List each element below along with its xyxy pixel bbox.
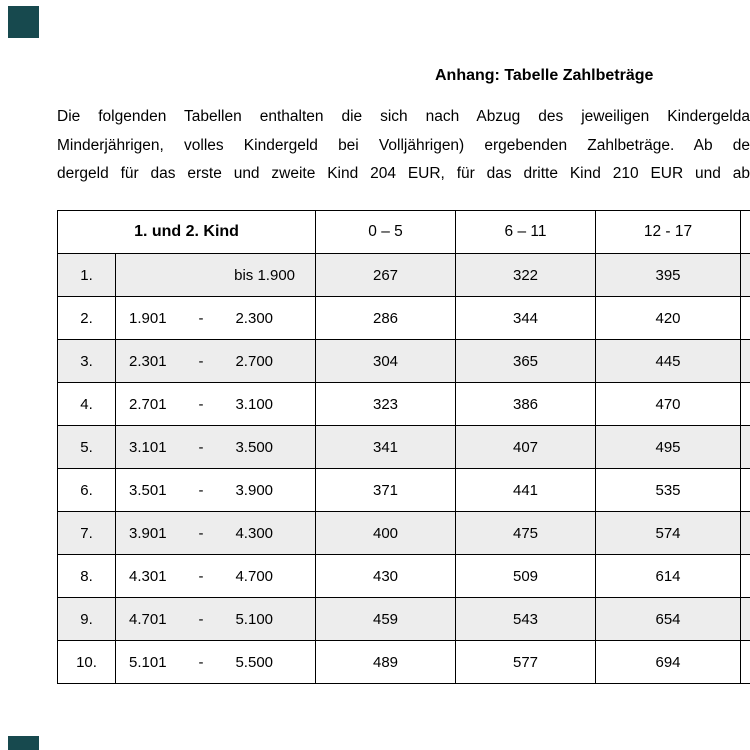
amount-cell: 445 bbox=[596, 340, 741, 383]
clipped-cell bbox=[741, 512, 750, 555]
clipped-cell bbox=[741, 641, 750, 684]
income-range-cell bbox=[116, 297, 316, 340]
amount-cell: 470 bbox=[596, 383, 741, 426]
clipped-cell bbox=[741, 297, 750, 340]
clipped-cell bbox=[741, 426, 750, 469]
amount-cell: 614 bbox=[596, 555, 741, 598]
range-to: 3.900 bbox=[235, 481, 274, 499]
row-number-cell: 6. bbox=[58, 469, 116, 512]
payment-amounts-table bbox=[57, 210, 750, 684]
clipped-cell bbox=[741, 598, 750, 641]
row-number-cell: 10. bbox=[58, 641, 116, 684]
range-from: 1.901 bbox=[129, 309, 167, 327]
table-row bbox=[58, 297, 750, 340]
table-row bbox=[58, 641, 750, 684]
range-from: 4.301 bbox=[129, 567, 167, 585]
range-to: 5.100 bbox=[235, 610, 274, 628]
amount-cell: 386 bbox=[456, 383, 596, 426]
range-from: 3.101 bbox=[129, 438, 167, 456]
table-body bbox=[58, 254, 750, 684]
row-number-cell: 7. bbox=[58, 512, 116, 555]
table-header-row bbox=[58, 211, 750, 254]
amount-cell: 420 bbox=[596, 297, 741, 340]
amount-cell: 509 bbox=[456, 555, 596, 598]
amount-cell: 441 bbox=[456, 469, 596, 512]
range-dash: - bbox=[198, 610, 204, 628]
header-kind-group: 1. und 2. Kind bbox=[58, 211, 316, 254]
amount-cell: 395 bbox=[596, 254, 741, 297]
range-to: 2.700 bbox=[235, 352, 274, 370]
range-dash: - bbox=[198, 438, 204, 456]
table-row bbox=[58, 340, 750, 383]
dark-corner-block-bottom-left bbox=[8, 736, 39, 750]
amount-cell: 400 bbox=[316, 512, 456, 555]
amount-cell: 654 bbox=[596, 598, 741, 641]
clipped-cell bbox=[741, 254, 750, 297]
page-title: Anhang: Tabelle Zahlbeträge bbox=[435, 67, 654, 84]
table-row bbox=[58, 598, 750, 641]
range-dash: - bbox=[198, 481, 204, 499]
range-to: 3.100 bbox=[235, 395, 274, 413]
amount-cell: 344 bbox=[456, 297, 596, 340]
income-range-cell bbox=[116, 254, 316, 297]
header-age-0-5: 0 – 5 bbox=[316, 211, 456, 254]
range-dash: - bbox=[198, 567, 204, 585]
row-number-cell: 1. bbox=[58, 254, 116, 297]
income-range-wrap bbox=[116, 525, 315, 542]
intro-line-3: dergeld für das erste und zweite Kind 204 EUR, für das dritte Kind 210 EUR und ab bbox=[57, 165, 750, 182]
range-from: 2.301 bbox=[129, 352, 167, 370]
amount-cell: 459 bbox=[316, 598, 456, 641]
range-from: 2.701 bbox=[129, 395, 167, 413]
amount-cell: 489 bbox=[316, 641, 456, 684]
header-age-6-11: 6 – 11 bbox=[456, 211, 596, 254]
row-number-cell: 3. bbox=[58, 340, 116, 383]
row-number-cell: 9. bbox=[58, 598, 116, 641]
table-row bbox=[58, 512, 750, 555]
table-row bbox=[58, 426, 750, 469]
range-to: 5.500 bbox=[235, 653, 274, 671]
clipped-cell bbox=[741, 469, 750, 512]
range-dash: - bbox=[198, 309, 204, 327]
amount-cell: 543 bbox=[456, 598, 596, 641]
intro-line-2: Minderjährigen, volles Kindergeld bei Volljährigen) ergebenden Zahlbeträge. Ab de bbox=[57, 136, 750, 154]
amount-cell: 365 bbox=[456, 340, 596, 383]
range-from: 5.101 bbox=[129, 653, 167, 671]
amount-cell: 322 bbox=[456, 254, 596, 297]
range-to: 2.300 bbox=[235, 309, 274, 327]
range-dash: - bbox=[198, 352, 204, 370]
range-from: 3.901 bbox=[129, 524, 167, 542]
income-range-wrap bbox=[116, 654, 315, 671]
intro-paragraph bbox=[57, 103, 750, 189]
range-dash: - bbox=[198, 653, 204, 671]
amount-cell: 267 bbox=[316, 254, 456, 297]
row-number-cell: 5. bbox=[58, 426, 116, 469]
header-age-12-17: 12 - 17 bbox=[596, 211, 741, 254]
range-from: 4.701 bbox=[129, 610, 167, 628]
row-number-cell: 8. bbox=[58, 555, 116, 598]
amount-cell: 371 bbox=[316, 469, 456, 512]
amount-cell: 475 bbox=[456, 512, 596, 555]
income-range-cell bbox=[116, 340, 316, 383]
range-to: 4.300 bbox=[235, 524, 274, 542]
range-dash: - bbox=[198, 524, 204, 542]
header-clipped-column bbox=[741, 211, 750, 254]
amount-cell: 574 bbox=[596, 512, 741, 555]
range-to: 3.500 bbox=[235, 438, 274, 456]
table-row bbox=[58, 383, 750, 426]
clipped-cell bbox=[741, 383, 750, 426]
income-range-cell bbox=[116, 469, 316, 512]
income-range-cell bbox=[116, 512, 316, 555]
amount-cell: 495 bbox=[596, 426, 741, 469]
income-range-wrap bbox=[116, 568, 315, 585]
amount-cell: 407 bbox=[456, 426, 596, 469]
amount-cell: 304 bbox=[316, 340, 456, 383]
clipped-cell bbox=[741, 555, 750, 598]
table-clip-region bbox=[57, 210, 750, 684]
amount-cell: 535 bbox=[596, 469, 741, 512]
amount-cell: 286 bbox=[316, 297, 456, 340]
income-range-wrap bbox=[116, 611, 315, 628]
amount-cell: 694 bbox=[596, 641, 741, 684]
range-from: 3.501 bbox=[129, 481, 167, 499]
income-range-cell bbox=[116, 383, 316, 426]
range-dash: - bbox=[198, 395, 204, 413]
income-range-cell bbox=[116, 555, 316, 598]
table-row bbox=[58, 254, 750, 297]
income-range-wrap bbox=[116, 310, 315, 327]
intro-line-1: Die folgenden Tabellen enthalten die sich nach Abzug des jeweiligen Kindergelda bbox=[57, 108, 750, 125]
amount-cell: 323 bbox=[316, 383, 456, 426]
row-number-cell: 2. bbox=[58, 297, 116, 340]
amount-cell: 430 bbox=[316, 555, 456, 598]
dark-corner-block-top-left bbox=[8, 6, 39, 38]
income-range-wrap bbox=[116, 439, 315, 456]
income-range-wrap bbox=[116, 482, 315, 499]
income-range-wrap bbox=[116, 396, 315, 413]
amount-cell: 577 bbox=[456, 641, 596, 684]
table-row bbox=[58, 555, 750, 598]
clipped-cell bbox=[741, 340, 750, 383]
table-row bbox=[58, 469, 750, 512]
amount-cell: 341 bbox=[316, 426, 456, 469]
range-to: 4.700 bbox=[235, 567, 274, 585]
income-range-cell bbox=[116, 598, 316, 641]
income-range-cell bbox=[116, 641, 316, 684]
row-number-cell: 4. bbox=[58, 383, 116, 426]
income-range-cell bbox=[116, 426, 316, 469]
income-range-wrap bbox=[116, 353, 315, 370]
income-range-text: bis 1.900 bbox=[234, 266, 296, 284]
